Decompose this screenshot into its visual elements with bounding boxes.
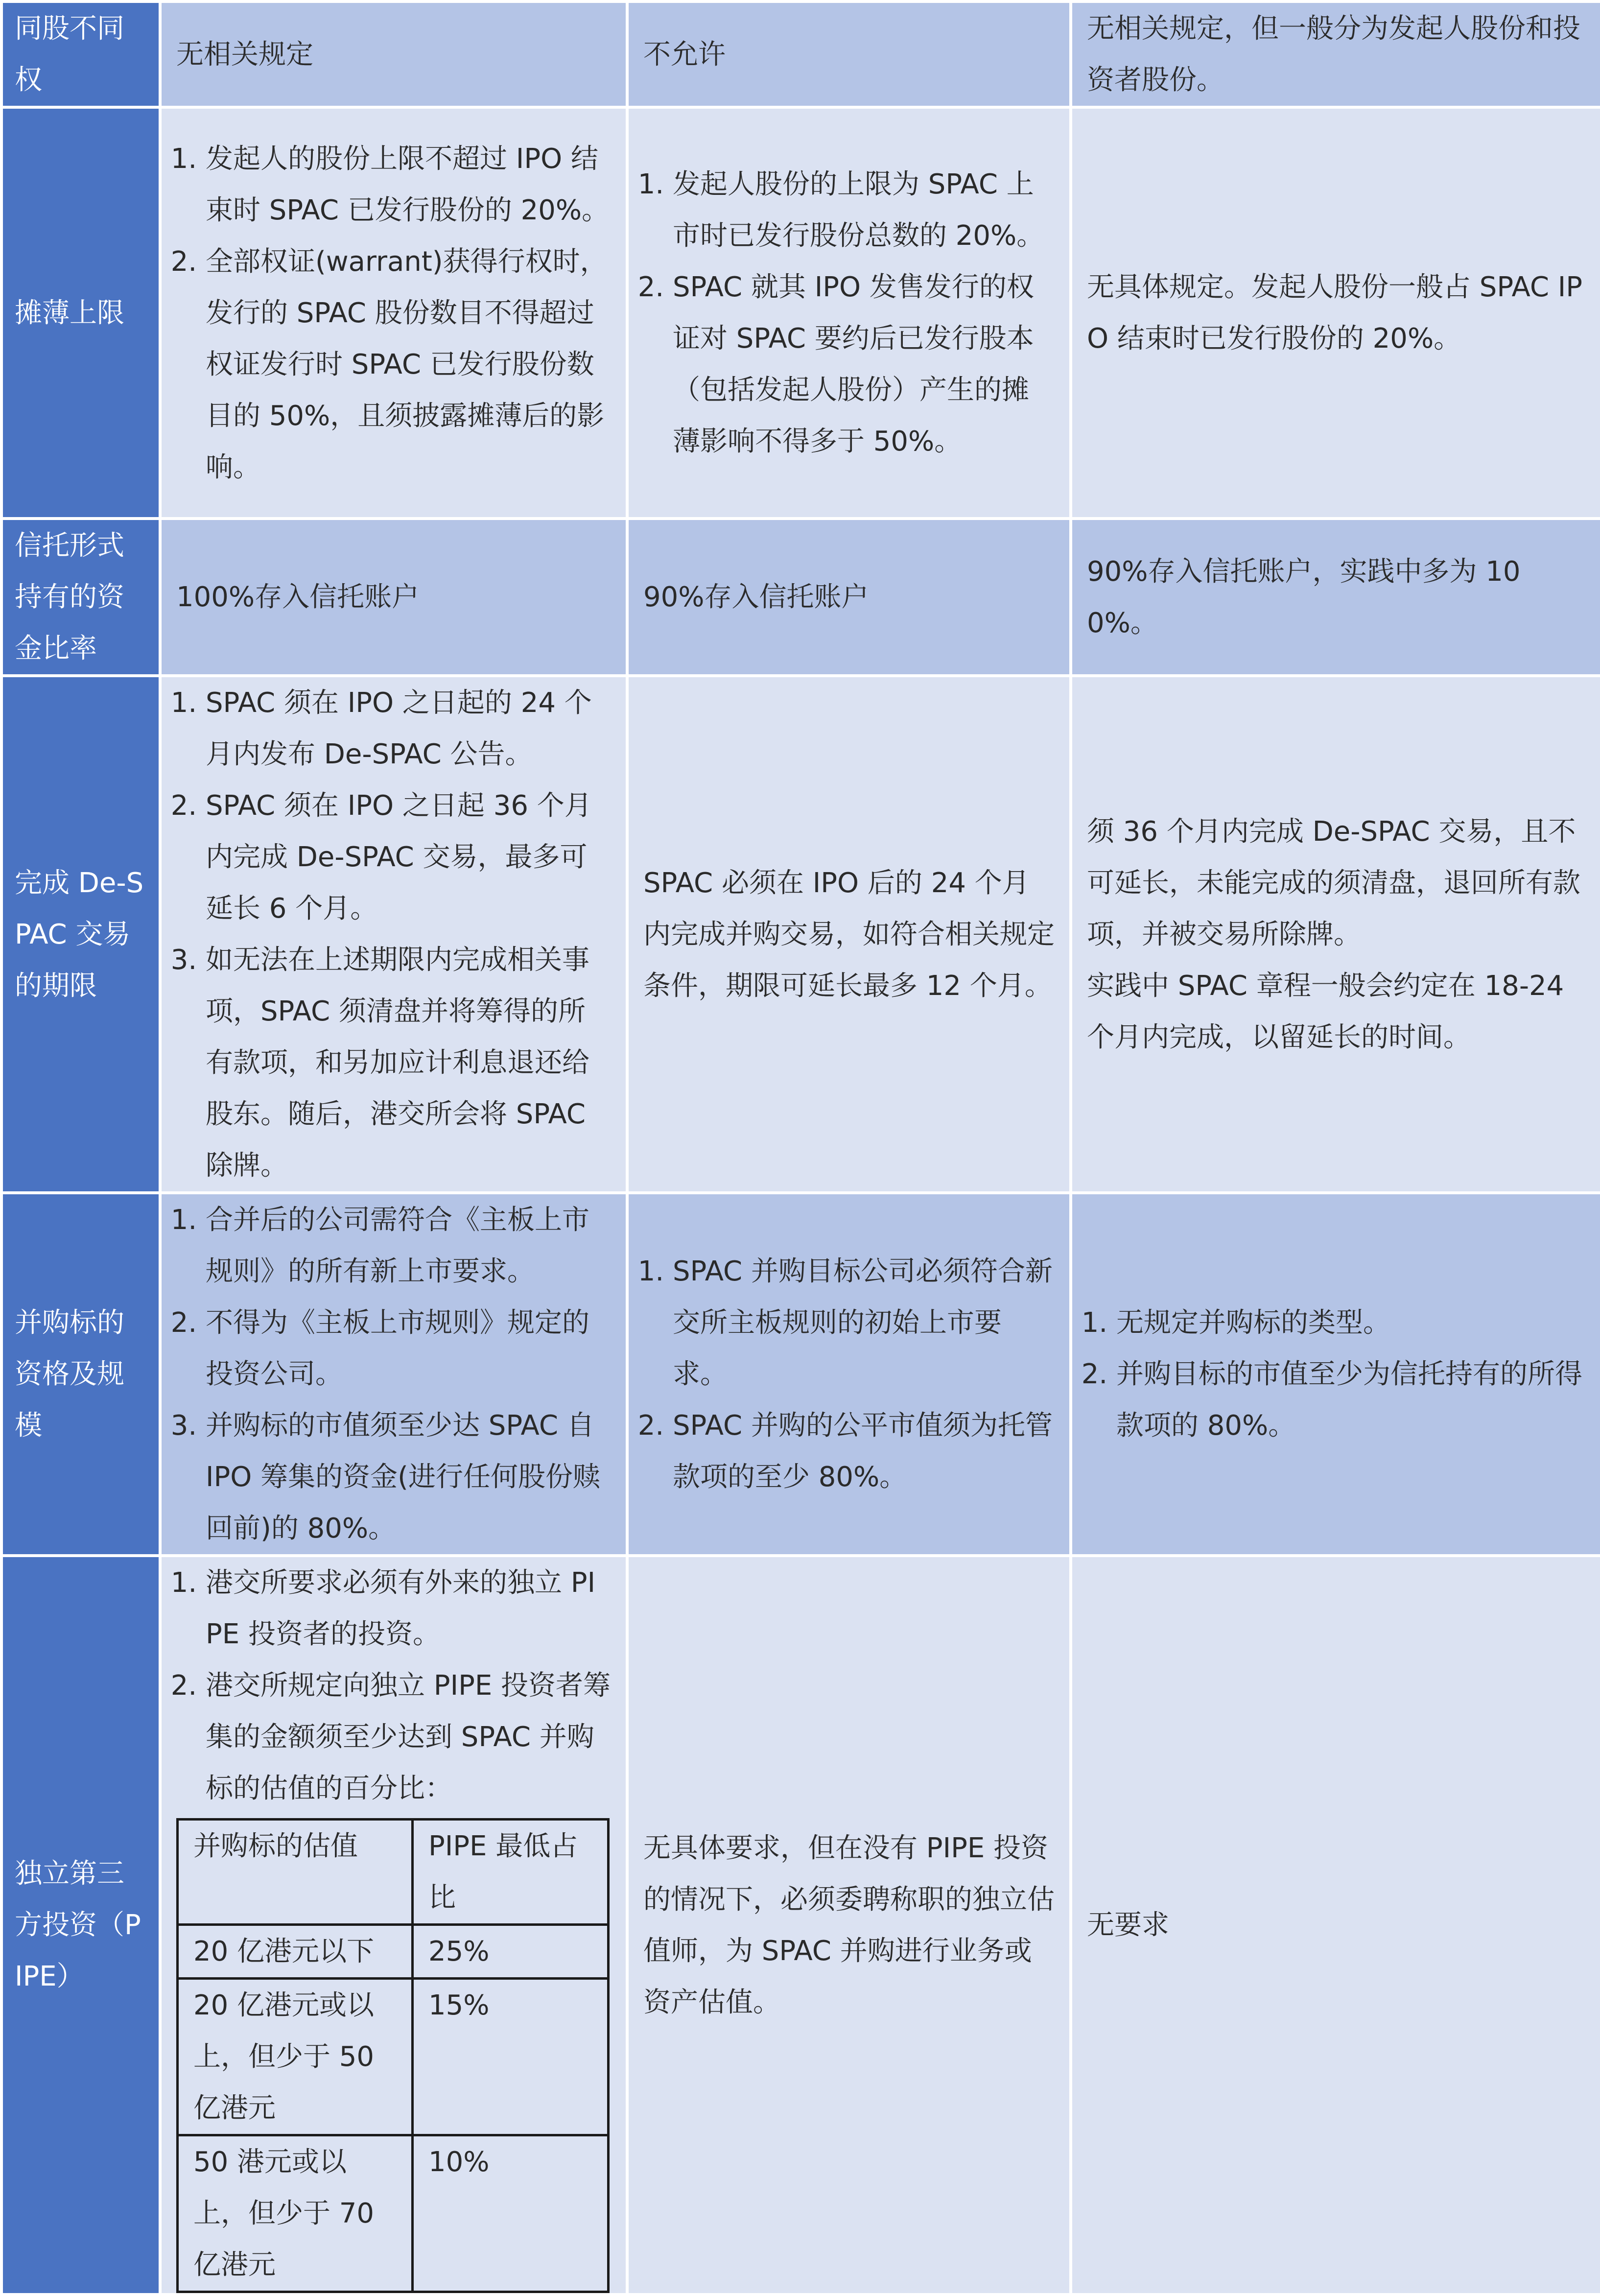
cell-sg: SPAC 必须在 IPO 后的 24 个月内完成并购交易，如符合相关规定条件，期限可延长最多 12 个月。 <box>627 676 1071 1193</box>
pipe-valuation: 20 亿港元以下 <box>178 1925 413 1979</box>
cell-hk <box>160 1556 627 2295</box>
row-header: 同股不同权 <box>1 1 160 107</box>
cell-hk <box>160 676 627 1193</box>
rule-item: 3. 如无法在上述期限内完成相关事项，SPAC 须清盘并将筹得的所有款项，和另加应计利息退还给股东。随后，港交所会将 SPAC 除牌。 <box>206 934 611 1191</box>
row-dilution-cap <box>1 107 1600 519</box>
cell-sg: 不允许 <box>627 1 1071 107</box>
cell-hk: 无相关规定 <box>160 1 627 107</box>
paragraph: 实践中 SPAC 章程一般会约定在 18-24 个月内完成，以留延长的时间。 <box>1087 970 1564 1053</box>
rule-item: 2. 全部权证(warrant)获得行权时，发行的 SPAC 股份数目不得超过权证发行时 SPAC 已发行股份数目的 50%，且须披露摊薄后的影响。 <box>206 236 611 493</box>
row-de-spac-deadline <box>1 676 1600 1193</box>
rule-item: 1. 发起人股份的上限为 SPAC 上市时已发行股份总数的 20%。 <box>673 159 1055 261</box>
cell-sg: 90%存入信托账户 <box>627 519 1071 676</box>
rule-list <box>176 1194 611 1554</box>
cell-hk <box>160 1193 627 1556</box>
cell-us: 无要求 <box>1071 1556 1600 2295</box>
rule-list <box>176 677 611 1191</box>
rule-list <box>176 1557 611 1814</box>
rule-item: 1. 港交所要求必须有外来的独立 PIPE 投资者的投资。 <box>206 1557 611 1660</box>
pipe-table-row <box>178 1925 609 1979</box>
rule-item: 1. 发起人的股份上限不超过 IPO 结束时 SPAC 已发行股份的 20%。 <box>206 133 611 236</box>
rule-list <box>643 159 1055 467</box>
row-trust-ratio <box>1 519 1600 676</box>
paragraph: 须 36 个月内完成 De-SPAC 交易，且不可延长，未能完成的须清盘，退回所有款项，并被交易所除牌。 <box>1087 815 1580 950</box>
pipe-ratio-table <box>176 1818 610 2293</box>
rule-list <box>176 133 611 493</box>
rule-list <box>643 1246 1055 1503</box>
pipe-table-header <box>178 1820 609 1925</box>
pipe-ratio: 10% <box>413 2135 609 2292</box>
pipe-valuation: 50 港元或以上，但少于 70 亿港元 <box>178 2135 413 2292</box>
pipe-ratio: 25% <box>413 1925 609 1979</box>
rule-item: 2. 并购目标的市值至少为信托持有的所得款项的 80%。 <box>1116 1349 1585 1451</box>
pipe-table-row <box>178 2135 609 2292</box>
rule-item: 2. SPAC 须在 IPO 之日起 36 个月内完成 De-SPAC 交易，最多可延长 6 个月。 <box>206 780 611 934</box>
rule-item: 1. SPAC 须在 IPO 之日起的 24 个月内发布 De-SPAC 公告。 <box>206 677 611 780</box>
pipe-ratio: 15% <box>413 1979 609 2135</box>
cell-sg <box>627 1193 1071 1556</box>
row-dual-class-shares <box>1 1 1600 107</box>
cell-hk <box>160 107 627 519</box>
row-header: 完成 De-SPAC 交易的期限 <box>1 676 160 1193</box>
pipe-header-ratio: PIPE 最低占比 <box>413 1820 609 1925</box>
cell-us: 无相关规定，但一般分为发起人股份和投资者股份。 <box>1071 1 1600 107</box>
row-header: 信托形式持有的资金比率 <box>1 519 160 676</box>
rule-item: 1. 无规定并购标的类型。 <box>1116 1297 1585 1349</box>
cell-us: 90%存入信托账户，实践中多为 100%。 <box>1071 519 1600 676</box>
cell-us <box>1071 676 1600 1193</box>
cell-sg <box>627 107 1071 519</box>
rule-item: 2. SPAC 并购的公平市值须为托管款项的至少 80%。 <box>673 1400 1055 1503</box>
pipe-valuation: 20 亿港元或以上，但少于 50 亿港元 <box>178 1979 413 2135</box>
rule-item: 2. SPAC 就其 IPO 发售发行的权证对 SPAC 要约后已发行股本（包括发起人股份）产生的摊薄影响不得多于 50%。 <box>673 261 1055 467</box>
pipe-header-valuation: 并购标的估值 <box>178 1820 413 1925</box>
cell-sg: 无具体要求，但在没有 PIPE 投资的情况下，必须委聘称职的独立估值师，为 SPAC 并购进行业务或资产估值。 <box>627 1556 1071 2295</box>
rule-item: 1. 合并后的公司需符合《主板上市规则》的所有新上市要求。 <box>206 1194 611 1297</box>
row-pipe-investment <box>1 1556 1600 2295</box>
pipe-table-row <box>178 1979 609 2135</box>
rule-item: 3. 并购标的市值须至少达 SPAC 自 IPO 筹集的资金(进行任何股份赎回前)的 80%。 <box>206 1400 611 1554</box>
rule-item: 1. SPAC 并购目标公司必须符合新交所主板规则的初始上市要求。 <box>673 1246 1055 1400</box>
row-header: 并购标的资格及规模 <box>1 1193 160 1556</box>
cell-us: 无具体规定。发起人股份一般占 SPAC IPO 结束时已发行股份的 20%。 <box>1071 107 1600 519</box>
row-header: 摊薄上限 <box>1 107 160 519</box>
cell-hk: 100%存入信托账户 <box>160 519 627 676</box>
rule-item: 2. 港交所规定向独立 PIPE 投资者筹集的金额须至少达到 SPAC 并购标的估值的百分比： <box>206 1660 611 1814</box>
row-header: 独立第三方投资（PIPE） <box>1 1556 160 2295</box>
row-target-eligibility <box>1 1193 1600 1556</box>
cell-us <box>1071 1193 1600 1556</box>
rule-list <box>1087 1297 1585 1451</box>
rule-item: 2. 不得为《主板上市规则》规定的投资公司。 <box>206 1297 611 1400</box>
